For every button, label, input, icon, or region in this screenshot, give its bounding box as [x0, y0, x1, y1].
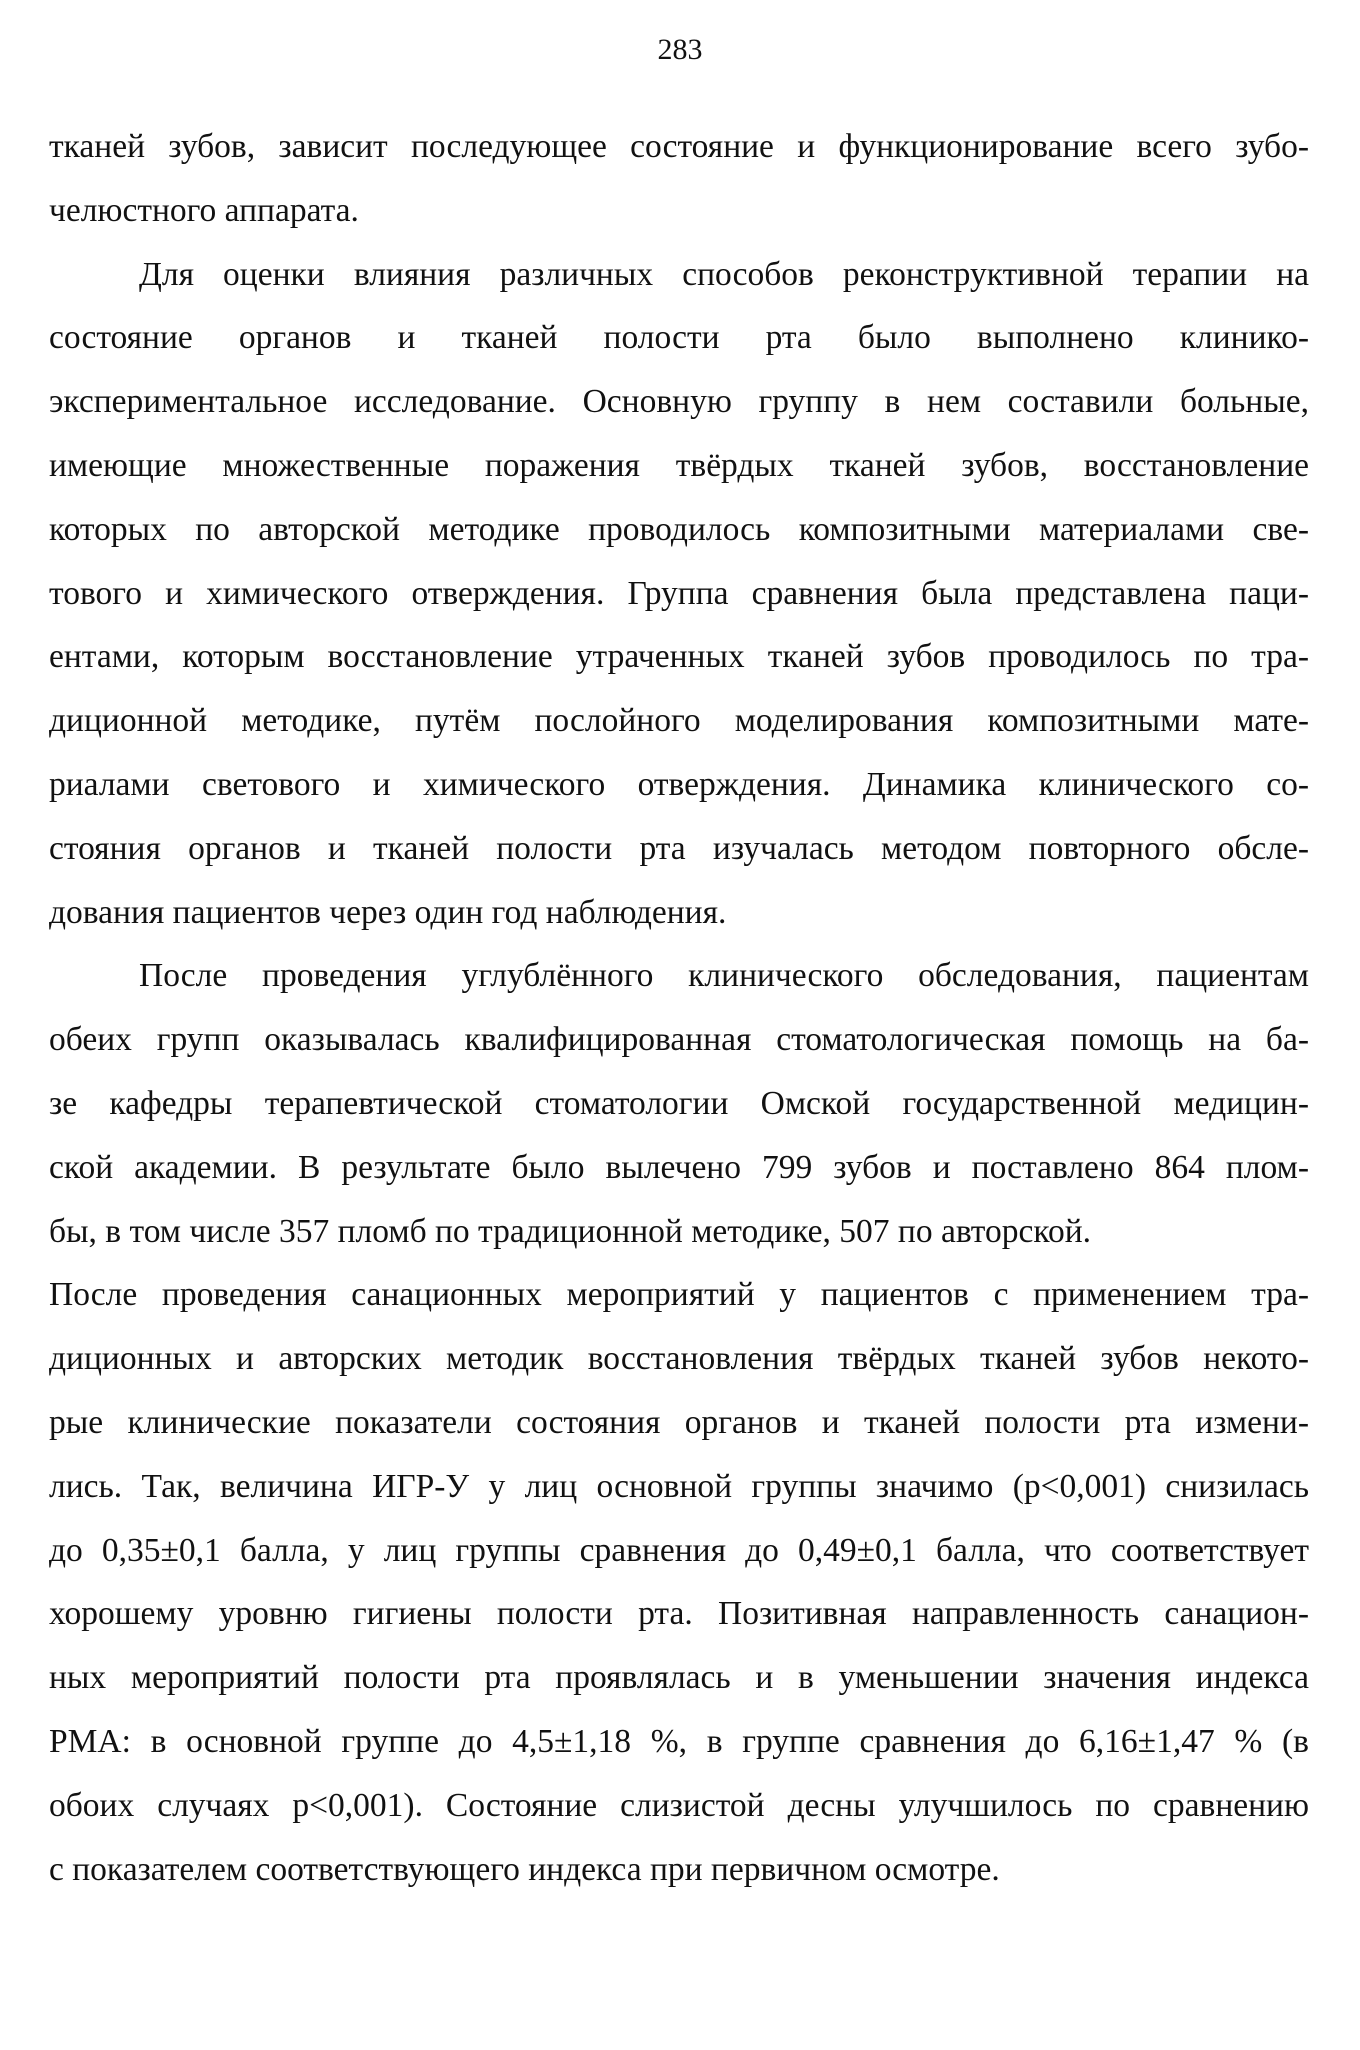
text-line: состояние органов и тканей полости рта было выполнено клинико-: [49, 319, 1309, 357]
text-line: Для оценки влияния различных способов реконструктивной терапии на: [139, 255, 1309, 293]
text-line: дования пациентов через один год наблюдения.: [49, 893, 727, 931]
text-line: обоих случаях р<0,001). Состояние слизистой десны улучшилось по сравнению: [49, 1786, 1309, 1824]
body-text: [49, 115, 1309, 1901]
text-line: После проведения углублённого клинического обследования, пациентам: [139, 957, 1309, 995]
text-line: ных мероприятий полости рта проявлялась и в уменьшении значения индекса: [49, 1659, 1309, 1697]
text-line: рые клинические показатели состояния органов и тканей полости рта измени-: [49, 1403, 1309, 1441]
text-line: имеющие множественные поражения твёрдых тканей зубов, восстановление: [49, 446, 1309, 484]
text-line: После проведения санационных мероприятий у пациентов с применением тра-: [49, 1276, 1309, 1314]
text-line: бы, в том числе 357 пломб по традиционной методике, 507 по авторской.: [49, 1212, 1092, 1250]
text-line: тового и химического отверждения. Группа сравнения была представлена паци-: [49, 574, 1309, 612]
text-line: ентами, которым восстановление утраченных тканей зубов проводилось по тра-: [49, 638, 1309, 676]
text-line: челюстного аппарата.: [49, 191, 359, 229]
page-number: 283: [657, 33, 703, 66]
text-line: стояния органов и тканей полости рта изучалась методом повторного обсле-: [49, 829, 1309, 867]
text-line: зе кафедры терапевтической стоматологии Омской государственной медицин-: [49, 1084, 1309, 1122]
text-line: обеих групп оказывалась квалифицированная стоматологическая помощь на ба-: [49, 1021, 1309, 1059]
text-line: тканей зубов, зависит последующее состояние и функционирование всего зубо-: [49, 128, 1309, 165]
text-line: РМА: в основной группе до 4,5±1,18 %, в группе сравнения до 6,16±1,47 % (в: [49, 1722, 1309, 1760]
text-line: экспериментальное исследование. Основную группу в нем составили больные,: [49, 383, 1309, 421]
text-line: диционных и авторских методик восстановления твёрдых тканей зубов некото-: [49, 1340, 1309, 1378]
text-line: хорошему уровню гигиены полости рта. Позитивная направленность санацион-: [49, 1595, 1309, 1633]
text-line: до 0,35±0,1 балла, у лиц группы сравнения до 0,49±0,1 балла, что соответствует: [49, 1531, 1309, 1569]
text-line: которых по авторской методике проводилось композитными материалами све-: [49, 510, 1309, 548]
text-line: диционной методике, путём послойного моделирования композитными мате-: [49, 702, 1309, 740]
text-line: лись. Так, величина ИГР-У у лиц основной группы значимо (р<0,001) снизилась: [49, 1467, 1309, 1505]
text-line: риалами светового и химического отверждения. Динамика клинического со-: [49, 765, 1309, 803]
text-line: ской академии. В результате было вылечено 799 зубов и поставлено 864 плом-: [49, 1148, 1309, 1186]
text-line: с показателем соответствующего индекса при первичном осмотре.: [49, 1850, 1000, 1888]
